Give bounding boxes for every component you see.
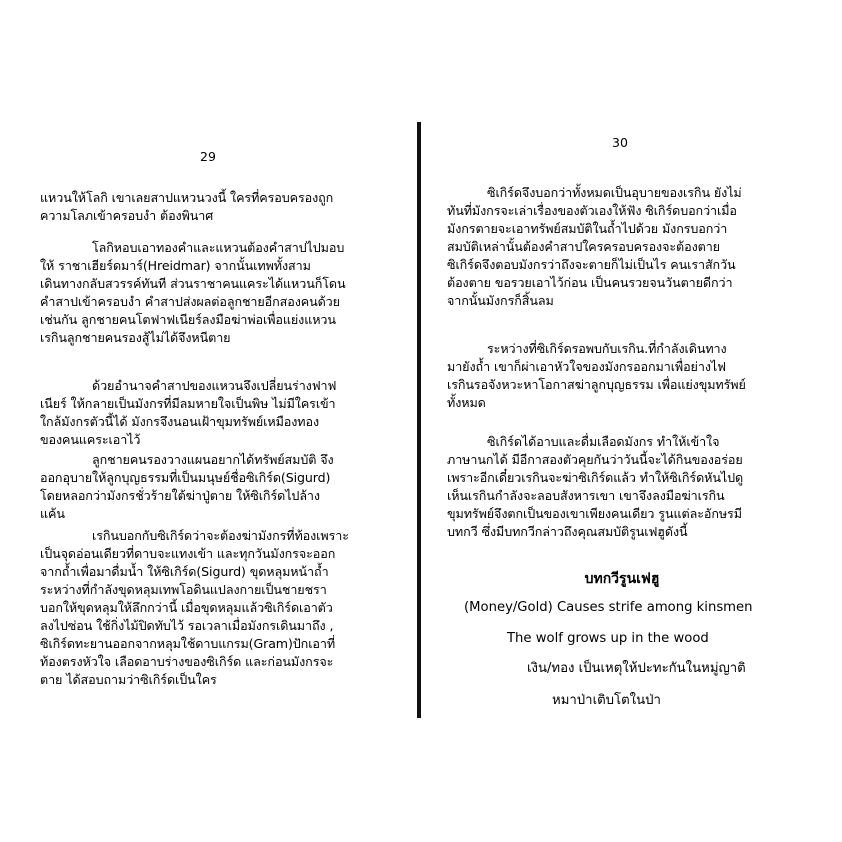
right-paragraph-2 <box>447 340 746 412</box>
page-number-left: 29 <box>200 149 216 164</box>
text-line: ด้วยอำนาจคำสาปของแหวนจึงเปลี่ยนร่างฟาฟ <box>92 378 337 393</box>
left-paragraph-3 <box>40 377 336 449</box>
text-line: สมบัติเหล่านั้นต้องคำสาปใครครอบครองจะต้องตาย <box>447 239 720 254</box>
text-line: บทกวี ซึ่งมีบทกวีกล่าวถึงคุณสมบัติรูนเฟฮูดังนี้ <box>447 524 688 539</box>
right-page <box>422 0 842 842</box>
right-paragraph-3 <box>447 433 743 541</box>
poem-line: (Money/Gold) Causes strife among kinsmen <box>464 600 753 615</box>
text-line: ซิเกิร์ดจึงตอบมังกรว่าถึงจะตายก็ไม่เป็นไร คนเราสักวัน <box>447 257 736 272</box>
poem-line: เงิน/ทอง เป็นเหตุให้ปะทะกันในหมู่ญาติ <box>527 661 746 676</box>
text-line: ทันที่มังกรจะเล่าเรื่องของตัวเองให้ฟัง ซิเกิร์ดบอกว่าเมื่อ <box>447 203 737 218</box>
text-line: ลูกชายคนรองวางแผนอยากได้ทรัพย์สมบัติ จึง <box>92 452 334 467</box>
text-line: เรกินลูกชายคนรองสู้ไม่ได้จึงหนีตาย <box>40 330 231 345</box>
text-line: ภาษานกได้ มีอีกาสองตัวคุยกันว่าวันนี้จะได้กินของอร่อย <box>447 452 743 467</box>
left-page <box>0 0 420 842</box>
text-line: ซิเกิร์ดทะยานออกจากหลุมใช้ดาบแกรม(Gram)ปักเอาที่ <box>40 636 336 651</box>
left-paragraph-4 <box>40 451 334 523</box>
book-spine-divider <box>417 122 421 718</box>
text-line: แค้น <box>40 506 65 521</box>
poem-line: หมาป่าเติบโตในป่า <box>552 693 661 708</box>
text-line: เช่นกัน ลูกชายคนโตฟาฟเนียร์ลงมือฆ่าพ่อเพื่อแย่งแหวน <box>40 312 336 327</box>
text-line: ท้องตรงหัวใจ เลือดอาบร่างของซิเกิร์ด และก่อนมังกรจะ <box>40 654 334 669</box>
text-line: ระหว่างที่ซิเกิร์ดรอพบกับเรกิน.ที่กำลังเดินทาง <box>487 341 727 356</box>
text-line: ระหว่างที่กำลังขุดหลุมเทพโอดินแปลงกายเป็นชายชรา <box>40 582 327 597</box>
text-line: เห็นเรกินกำลังจะลอบสังหารเขา เขาจึงลงมือฆ่าเรกิน <box>447 488 725 503</box>
right-paragraph-1 <box>447 184 742 310</box>
text-line: ลงไปซ่อน ใช้กิ่งไม้ปิดทับไว้ รอเวลาเมื่อมังกรเดินมาถึง , <box>40 618 334 633</box>
text-line: เป็นจุดอ่อนเดียวที่ดาบจะแทงเข้า และทุกวันมังกรจะออก <box>40 546 336 561</box>
poem-title: บทกวีรูนเฟฮู <box>584 571 660 587</box>
text-line: จากนั้นมังกรก็สิ้นลม <box>447 293 554 308</box>
poem-line: The wolf grows up in the wood <box>507 631 709 646</box>
text-line: ออกอุบายให้ลูกบุญธรรมที่เป็นมนุษย์ชื่อซิเกิร์ด(Sigurd) <box>40 470 331 485</box>
text-line: ซิเกิร์ดจึงบอกว่าทั้งหมดเป็นอุบายของเรกิน ยังไม่ <box>487 185 742 200</box>
text-line: ซิเกิร์ดได้อาบและดื่มเลือดมังกร ทำให้เข้าใจ <box>487 434 720 449</box>
text-line: เรกินรอจังหวะหาโอกาสฆ่าลูกบุญธรรม เพื่อแย่งขุมทรัพย์ <box>447 377 746 392</box>
text-line: ทั้งหมด <box>447 395 486 410</box>
text-line: แหวนให้โลกิ เขาเลยสาปแหวนวงนี้ ใครที่ครอบครองถูก <box>40 190 334 205</box>
text-line: ความโลภเข้าครอบงำ ต้องพินาศ <box>40 208 214 223</box>
text-line: เพราะอีกเดี๋ยวเรกินจะฆ่าซิเกิร์ดแล้ว ทำให้ซิเกิร์ดหันไปดู <box>447 470 744 485</box>
text-line: บอกให้ขุดหลุมให้ลึกกว่านี้ เมื่อขุดหลุมแล้วซิเกิร์ดเอาตัว <box>40 600 333 615</box>
text-line: โลกิหอบเอาทองคำและแหวนต้องคำสาปไปมอบ <box>92 240 345 255</box>
text-line: มังกรตายจะเอาทรัพย์สมบัติในถ้ำไปด้วย มังกรบอกว่า <box>447 221 728 236</box>
text-line: เดินทางกลับสวรรค์ทันที ส่วนราชาคนแคระได้แหวนก็โดน <box>40 276 346 291</box>
text-line: เรกินบอกกับซิเกิร์ดว่าจะต้องฆ่ามังกรที่ท้องเพราะ <box>92 528 349 543</box>
left-paragraph-2 <box>40 239 346 347</box>
text-line: ตาย ได้สอบถามว่าซิเกิร์ดเป็นใคร <box>40 672 217 687</box>
text-line: จากถ้ำเพื่อมาดื่มน้ำ ให้ซิเกิร์ด(Sigurd) ขุดหลุมหน้าถ้ำ <box>40 564 329 579</box>
text-line: มายังถ้ำ เขาก็ผ่าเอาหัวใจของมังกรออกมาเพื่อย่างไฟ <box>447 359 726 374</box>
text-line: ต้องตาย ขอรวยเอาไว้ก่อน เป็นคนรวยจนวันตายดีกว่า <box>447 275 733 290</box>
text-line: ให้ ราชาเฮียร์ดมาร์(Hreidmar) จากนั้นเทพทั้งสาม <box>40 258 311 273</box>
text-line: ของคนแคระเอาไว้ <box>40 432 141 447</box>
text-line: เนียร์ ให้กลายเป็นมังกรที่มีลมหายใจเป็นพิษ ไม่มีใครเข้า <box>40 396 336 411</box>
text-line: ขุมทรัพย์จึงตกเป็นของเขาเพียงคนเดียว รูนแต่ละอักษรมี <box>447 506 742 521</box>
text-line: คำสาปเข้าครอบงำ คำสาปส่งผลต่อลูกชายอีกสองคนด้วย <box>40 294 340 309</box>
text-line: โดยหลอกว่ามังกรชั่วร้ายใต้ฆ่าปู่ตาย ให้ซิเกิร์ดไปล้าง <box>40 488 320 503</box>
left-paragraph-5 <box>40 527 349 689</box>
left-paragraph-1 <box>40 189 333 225</box>
page-number-right: 30 <box>612 135 628 150</box>
text-line: ใกล้มังกรตัวนี้ได้ มังกรจึงนอนเฝ้าขุมทรัพย์เหมืองทอง <box>40 414 320 429</box>
